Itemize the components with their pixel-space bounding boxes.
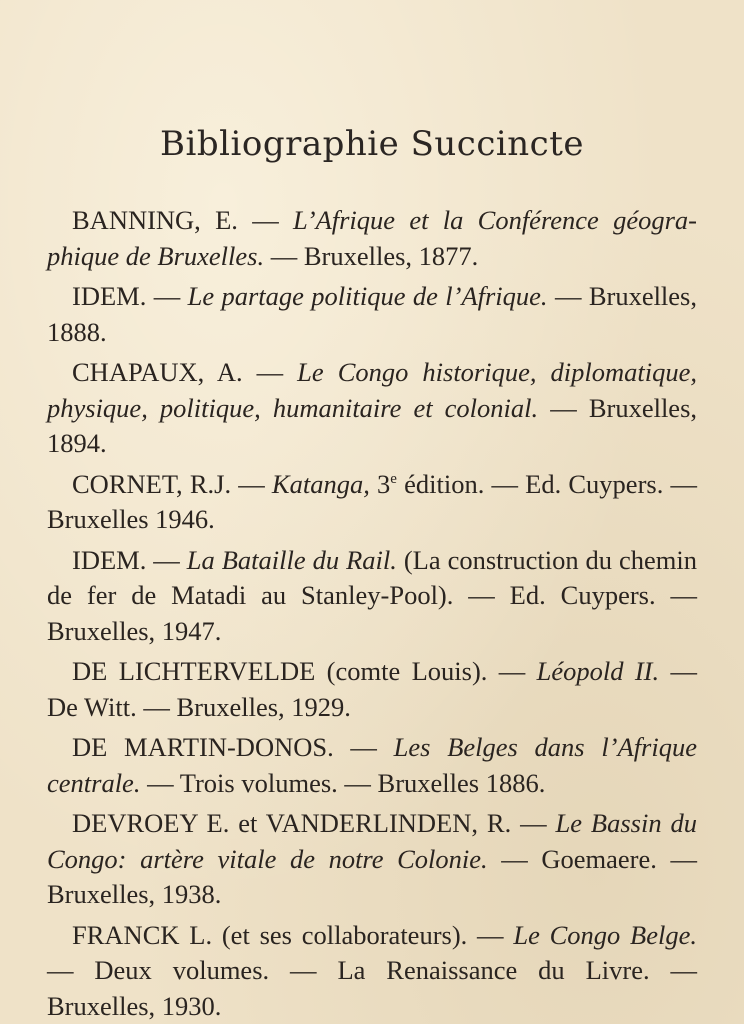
entry-work-title: Les Belges dans l’Afrique centrale. — [47, 732, 697, 798]
entry-publication-info: — Goemaere. — Bruxelles, 1938. — [47, 843, 697, 909]
bibliography-entry — [47, 915, 697, 1024]
entry-publication-info: — Bruxelles, 1888. — [47, 281, 697, 347]
entry-publication-info: (La construction du chemin de fer de Matadi au Stanley-Pool). — Ed. Cuypers. — Bruxelles, 1947. — [47, 544, 697, 646]
entry-publication-info: édition. — Ed. Cuypers. — Bruxelles 1946. — [47, 468, 697, 534]
bibliography-entry — [47, 276, 697, 350]
entry-author: CORNET, R.J. — — [72, 468, 272, 499]
entry-work-title: La Bataille du Rail. — [186, 544, 397, 575]
entry-publication-info: — Bruxelles, 1894. — [47, 392, 698, 458]
bibliography-entry — [47, 803, 697, 913]
entry-author: IDEM. — — [72, 544, 187, 575]
bibliography-entry — [47, 352, 697, 462]
entry-publication-info: — Trois volumes. — Bruxelles 1886. — [140, 767, 546, 798]
entry-edition-superscript: e — [390, 470, 397, 487]
page-title: Bibliographie Succincte — [160, 124, 584, 164]
entry-author: CHAPAUX, A. — — [72, 357, 298, 387]
bibliography-entry — [47, 540, 697, 650]
entry-publication-info: — De Witt. — Bruxelles, 1929. — [47, 656, 698, 722]
entry-work-title: Le partage politique de l’Afrique. — [187, 281, 548, 311]
entry-work-title: Léopold II. — [536, 656, 660, 686]
entry-publication-info: — Bruxelles, 1877. — [264, 240, 479, 271]
entry-work-title: Le Congo Belge. — [513, 919, 697, 950]
entry-author: DE LICHTERVELDE (comte Louis). — — [72, 656, 537, 686]
entry-work-title: Katanga, — [271, 468, 370, 499]
bibliography-entry — [47, 200, 697, 274]
bibliography-entry — [47, 727, 697, 801]
entry-work-title: Le Congo historique, diplomatique, physique, politique, humanitaire et colonial. — [47, 357, 698, 423]
bibliography-entry — [47, 651, 697, 725]
entry-author: FRANCK L. (et ses collaborateurs). — — [72, 919, 514, 950]
entry-author: IDEM. — — [72, 281, 188, 311]
entry-author: DEVROEY E. et VANDERLINDEN, R. — — [72, 808, 556, 838]
entry-work-title: L’Afrique et la Conférence géographique de Bruxelles. — [47, 205, 697, 271]
entry-edition-number: 3 — [369, 468, 391, 499]
entry-author: BANNING, E. — — [72, 205, 293, 235]
entry-author: DE MARTIN-DONOS. — — [72, 732, 394, 762]
entry-work-title: Le Bassin du Congo: artère vitale de notre Colonie. — [47, 808, 697, 874]
bibliography-entry — [47, 464, 697, 538]
entry-publication-info: — Deux volumes. — La Renaissance du Livre. — Bruxelles, 1930. — [47, 955, 697, 1021]
bibliography-list — [47, 200, 697, 1024]
